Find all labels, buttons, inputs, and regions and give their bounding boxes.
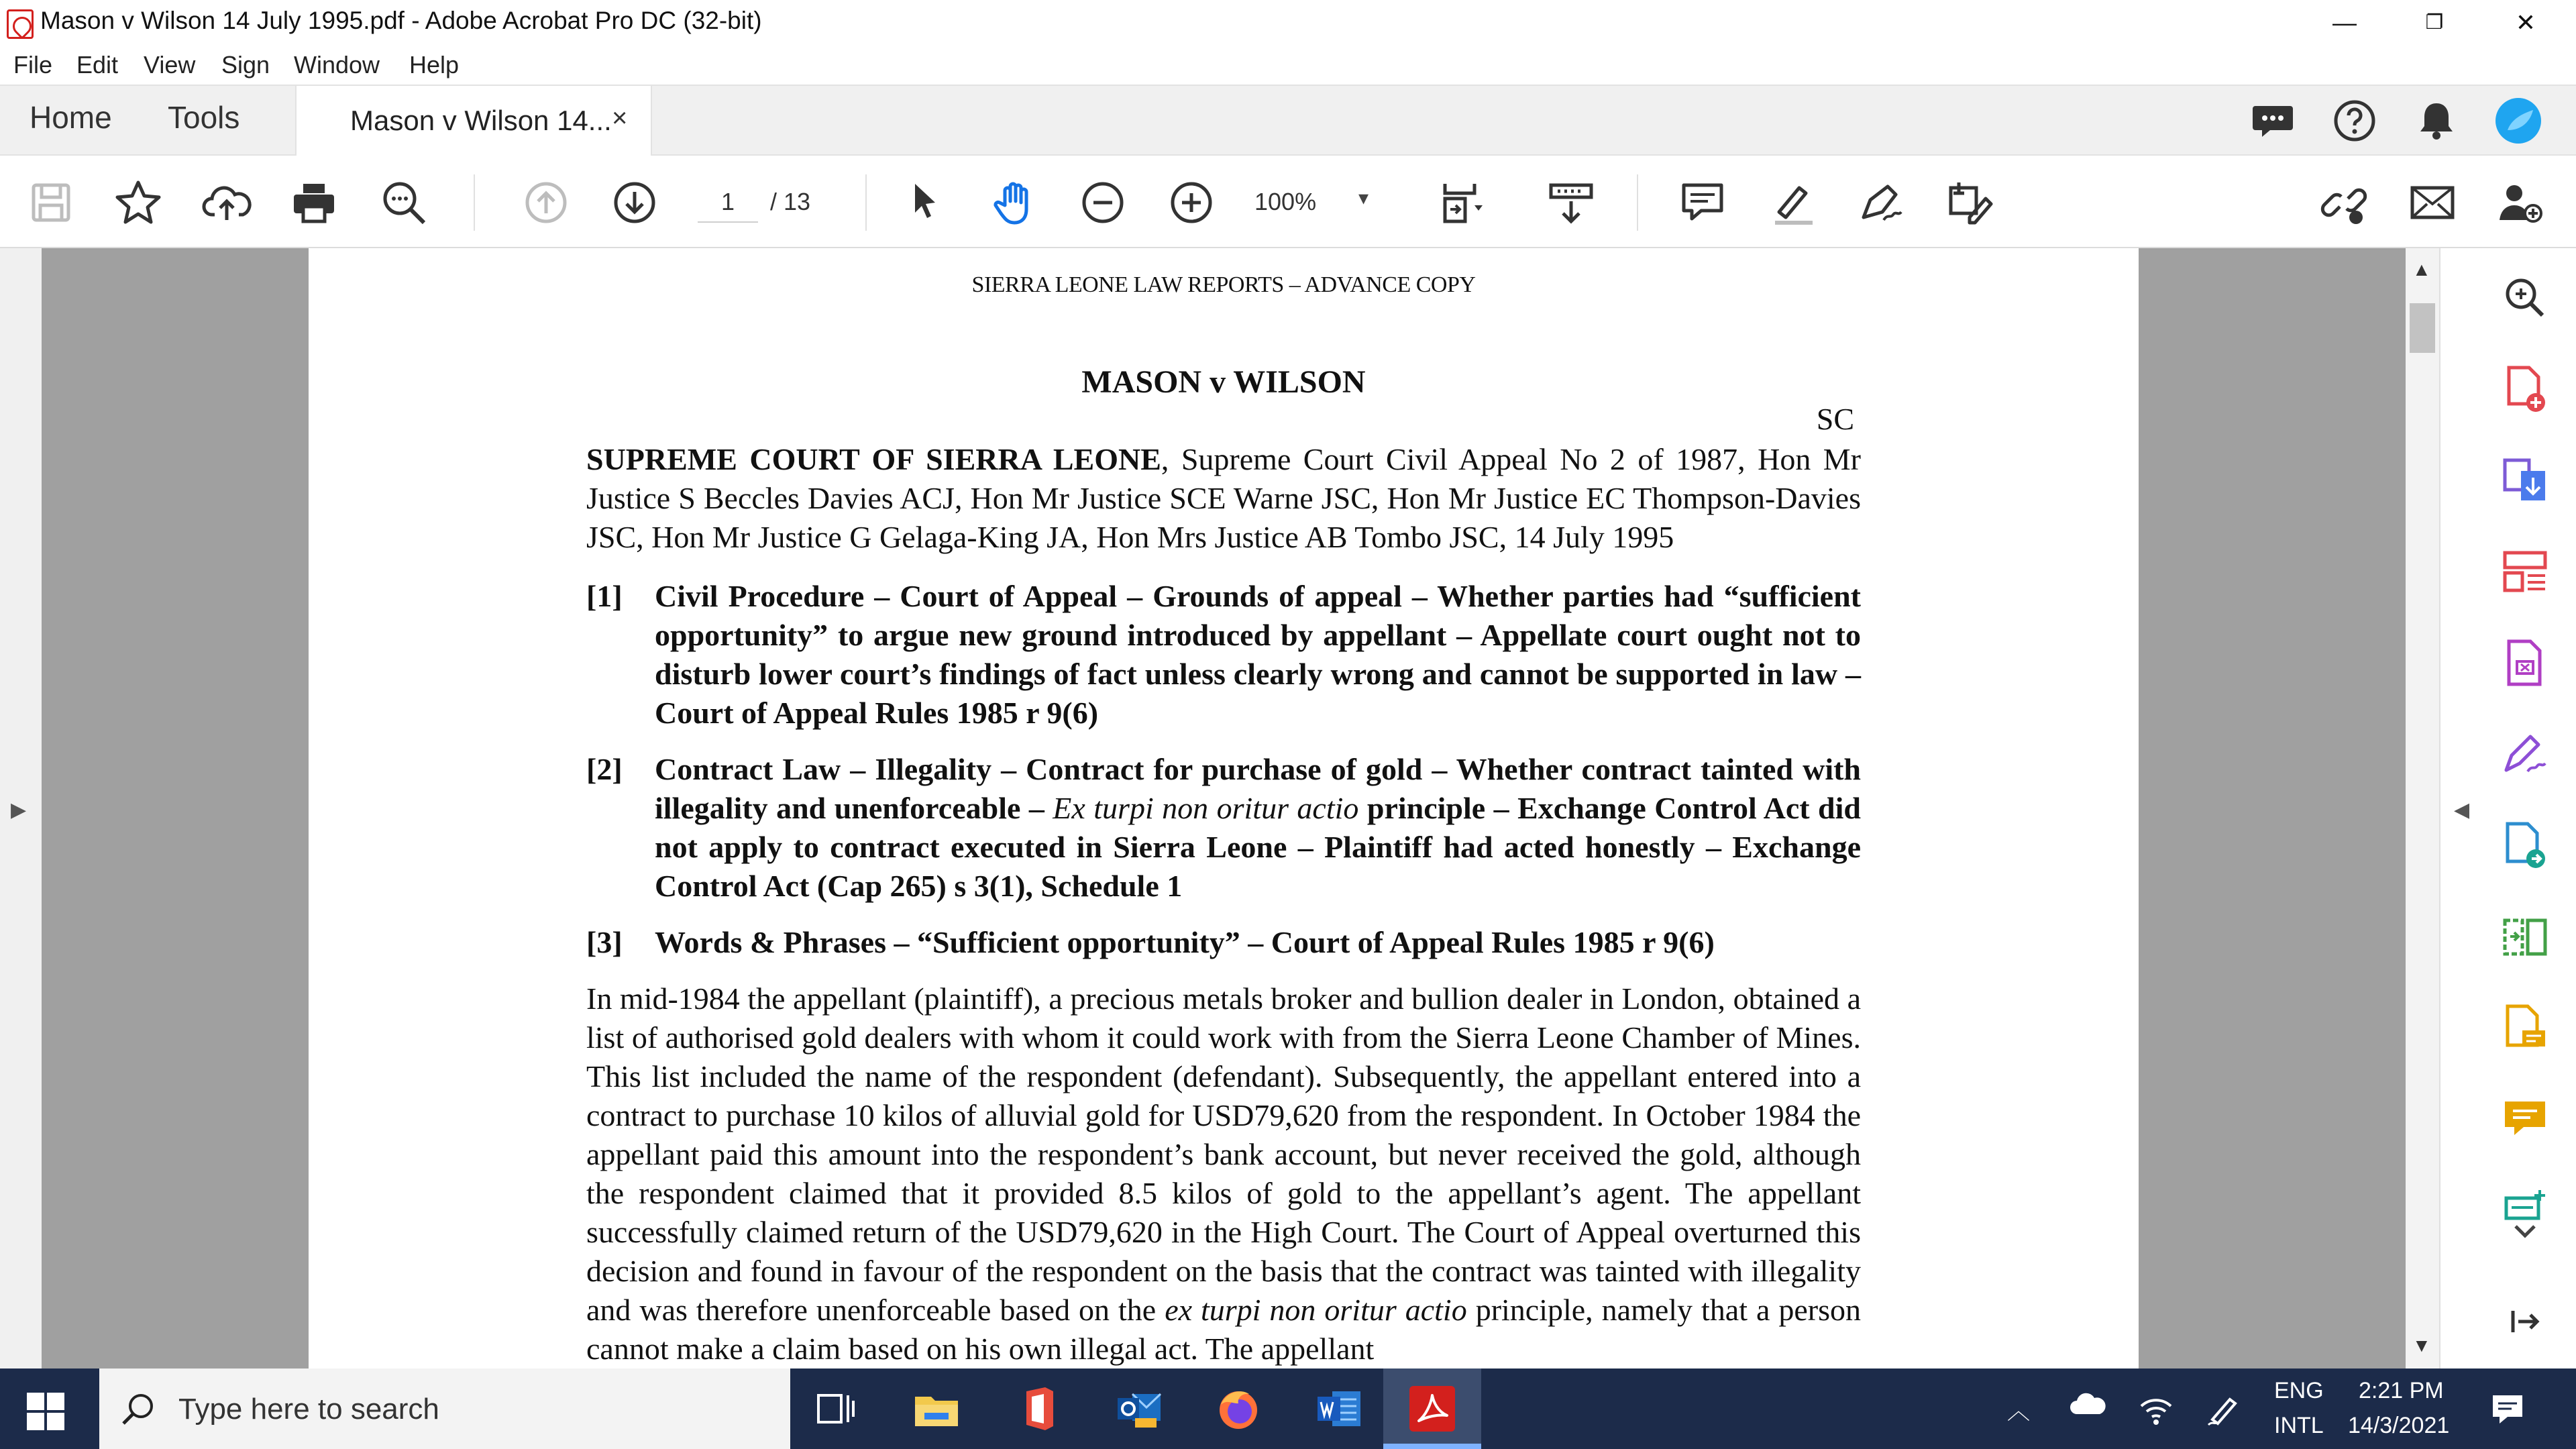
create-pdf-icon[interactable] [2498,362,2552,416]
user-account-icon[interactable] [2494,97,2542,145]
court-name: SUPREME COURT OF SIERRA LEONE [586,442,1161,476]
headnote-1 [586,577,1861,733]
document-tab-label: Mason v Wilson 14... [350,105,612,136]
menu-file[interactable]: File [13,51,53,78]
bookmark-star-icon[interactable] [111,176,165,229]
headnote-text: Civil Procedure – Court of Appeal – Grounds of appeal – Whether parties had “sufficient opportunity” to argue new ground introduced by appellant – Appellate court ought not to disturb lower court’s findings of fact unless clearly wrong and cannot be supported in law – Court of Appeal Rules 1985 r 9(6) [655,579,1861,730]
action-center-icon[interactable] [2487,1389,2528,1435]
left-navigation-pane [0,248,42,1368]
email-envelope-icon[interactable] [2406,176,2459,229]
tab-document[interactable] [295,86,652,157]
zoom-in-icon[interactable] [1165,176,1218,229]
headnote-number: [3] [586,925,623,959]
scroll-up-arrow-icon[interactable]: ▲ [2412,259,2431,280]
file-explorer-icon[interactable] [910,1382,963,1436]
zoom-level-value[interactable]: 100% [1254,188,1317,215]
body-text: In mid-1984 the appellant (plaintiff), a precious metals broker and bullion dealer in London, obtained a list of authorised gold dealers with whom it could work with from the Sierra Leone Chamber of Mines. This list included the name of the respondent (defendant). Subsequently, the appellant entered into a contract to purchase 10 kilos of alluvial gold for USD79,620 from the respondent. In October 1984 the appellant paid this amount into the respondent’s bank account, but never received the gold, although the respondent claimed that it provided 8.5 kilos of gold to the appellant’s agent. The appellant successfully claimed return of the USD79,620 in the High Court. The Court of Appeal overturned this decision and found in favour of the respondent on the basis that the contract was tainted with illegality and was therefore unenforceable based on the [586,981,1861,1327]
scroll-down-arrow-icon[interactable]: ▼ [2412,1335,2431,1356]
tab-tools[interactable]: Tools [168,100,240,135]
help-icon[interactable] [2330,97,2379,145]
previous-page-icon[interactable] [519,176,573,229]
menu-sign[interactable]: Sign [221,51,270,78]
wifi-network-icon[interactable] [2136,1389,2176,1435]
menu-bar [0,46,2576,85]
taskbar-search-box[interactable] [99,1368,790,1449]
tab-bar [0,85,2576,156]
fill-sign-icon[interactable] [1854,176,1908,229]
comment-tool-icon[interactable] [2498,1092,2552,1146]
headnote-2 [586,750,1861,906]
toolbar-separator [865,174,867,231]
clock-date[interactable]: 14/3/2021 [2348,1413,2450,1438]
toolbar-separator [474,174,475,231]
scrolling-mode-icon[interactable] [1544,176,1598,229]
menu-edit[interactable]: Edit [76,51,119,78]
page-fit-icon[interactable] [1434,176,1488,229]
acrobat-app-icon [7,9,34,39]
edit-pdf-icon[interactable] [1943,176,1996,229]
window-title: Mason v Wilson 14 July 1995.pdf - Adobe Acrobat Pro DC (32-bit) [40,7,762,34]
vertical-scrollbar[interactable] [2406,248,2439,1368]
print-icon[interactable] [287,176,341,229]
toolbar [0,156,2576,248]
acrobat-taskbar-button[interactable] [1383,1368,1481,1449]
search-placeholder: Type here to search [178,1393,439,1426]
headnote-text [655,750,1861,906]
add-person-icon[interactable] [2493,176,2546,229]
toolbar-separator [1637,174,1638,231]
notifications-bell-icon[interactable] [2412,97,2461,145]
clock-time[interactable]: 2:21 PM [2359,1378,2444,1403]
windows-taskbar [0,1368,2576,1449]
compare-files-icon[interactable] [2498,910,2552,963]
task-view-icon[interactable] [809,1382,863,1436]
page-total-label: / 13 [770,188,811,215]
search-zoom-icon[interactable] [2498,271,2552,325]
minimize-button[interactable]: — [2332,9,2357,36]
office-icon[interactable] [1012,1382,1065,1436]
document-canvas[interactable] [42,248,2406,1368]
tab-home[interactable]: Home [30,100,112,135]
send-for-review-icon[interactable] [2498,818,2552,872]
running-header: SIERRA LEONE LAW REPORTS – ADVANCE COPY [971,272,1476,297]
save-icon[interactable] [24,176,78,229]
page-number-input[interactable] [698,182,758,223]
restore-button[interactable]: ❐ [2425,11,2444,34]
hand-tool-icon[interactable] [987,176,1041,229]
outlook-icon[interactable] [1112,1382,1166,1436]
court-details: , Supreme Court Civil Appeal No 2 of 1987, Hon Mr Justice S Beccles Davies ACJ, Hon Mr Justice SCE Warne JSC, Hon Mr Justice EC Thompson-Davies JSC, Hon Mr Justice G Gelaga-King JA, Hon Mrs Justice AB Tombo JSC, 14 July 1995 [586,442,1862,554]
active-app-indicator [1383,1444,1481,1449]
scroll-thumb[interactable] [2410,303,2435,353]
organize-pages-icon[interactable] [2498,545,2552,598]
export-pdf-icon[interactable] [2498,453,2552,507]
menu-view[interactable]: View [144,51,196,78]
collapse-tools-icon[interactable] [2498,1295,2552,1348]
comments-chat-icon[interactable] [2249,97,2297,145]
collapse-right-pane-icon[interactable]: ◀ [2454,799,2470,821]
court-citation [586,440,1861,557]
add-comment-icon[interactable] [1676,176,1729,229]
headnote-text: Words & Phrases – “Sufficient opportunity” – Court of Appeal Rules 1985 r 9(6) [655,925,1715,959]
scan-ocr-icon[interactable] [2498,1181,2552,1234]
zoom-dropdown-icon[interactable]: ▾ [1358,187,1369,209]
headnote-3 [586,923,1861,962]
zoom-out-icon[interactable] [1076,176,1130,229]
select-cursor-icon[interactable] [898,176,951,229]
pen-workspace-icon[interactable] [2203,1389,2243,1435]
menu-help[interactable]: Help [409,51,460,78]
language-indicator-top[interactable]: ENG [2274,1378,2324,1403]
windows-start-icon[interactable] [27,1393,64,1430]
fill-and-sign-icon[interactable] [2498,727,2552,781]
headnote-text-part: principle – Exchange Control Act did not apply to contract executed in Sierra Leone – Plaintiff had acted honestly – Exchange Control Act (Cap 265) s 3(1), Schedule 1 [655,791,1861,903]
close-window-button[interactable]: ✕ [2515,9,2536,36]
case-title: MASON v WILSON [1081,364,1366,400]
menu-window[interactable]: Window [294,51,380,78]
body-italic-phrase: ex turpi non oritur actio [1165,1293,1467,1327]
language-indicator-bottom[interactable]: INTL [2274,1413,2324,1438]
body-text: principle, namely that a person cannot make a claim based on his own illegal act. The appellant [586,1293,1861,1366]
body-paragraph [586,979,1861,1368]
share-link-icon[interactable] [2317,176,2371,229]
highlight-pen-icon[interactable] [1766,176,1819,229]
headnote-number: [1] [586,579,623,613]
close-tab-button[interactable]: × [612,103,628,133]
onedrive-cloud-icon[interactable] [2068,1390,2108,1423]
show-hidden-icons-icon[interactable]: ︿ [2007,1399,2030,1424]
expand-left-pane-icon[interactable]: ▶ [11,799,27,821]
title-bar [0,0,2576,46]
word-icon[interactable] [1312,1382,1366,1436]
court-abbreviation: SC [1816,402,1854,436]
next-page-icon[interactable] [608,176,661,229]
firefox-icon[interactable] [1212,1382,1265,1436]
headnote-italic-phrase: Ex turpi non oritur actio [1053,791,1359,825]
pdf-page [309,248,2139,1368]
comment-file-icon[interactable] [2498,1001,2552,1055]
headnote-text-part: Contract Law – Illegality – Contract for purchase of gold – Whether contract tainted with illegality and unenforceable – [655,752,1861,825]
edit-form-icon[interactable] [2498,636,2552,690]
headnote-number: [2] [586,752,623,786]
find-search-icon[interactable] [377,176,431,229]
search-icon [119,1391,157,1429]
right-tools-pane [2439,248,2576,1368]
upload-cloud-icon[interactable] [200,176,254,229]
